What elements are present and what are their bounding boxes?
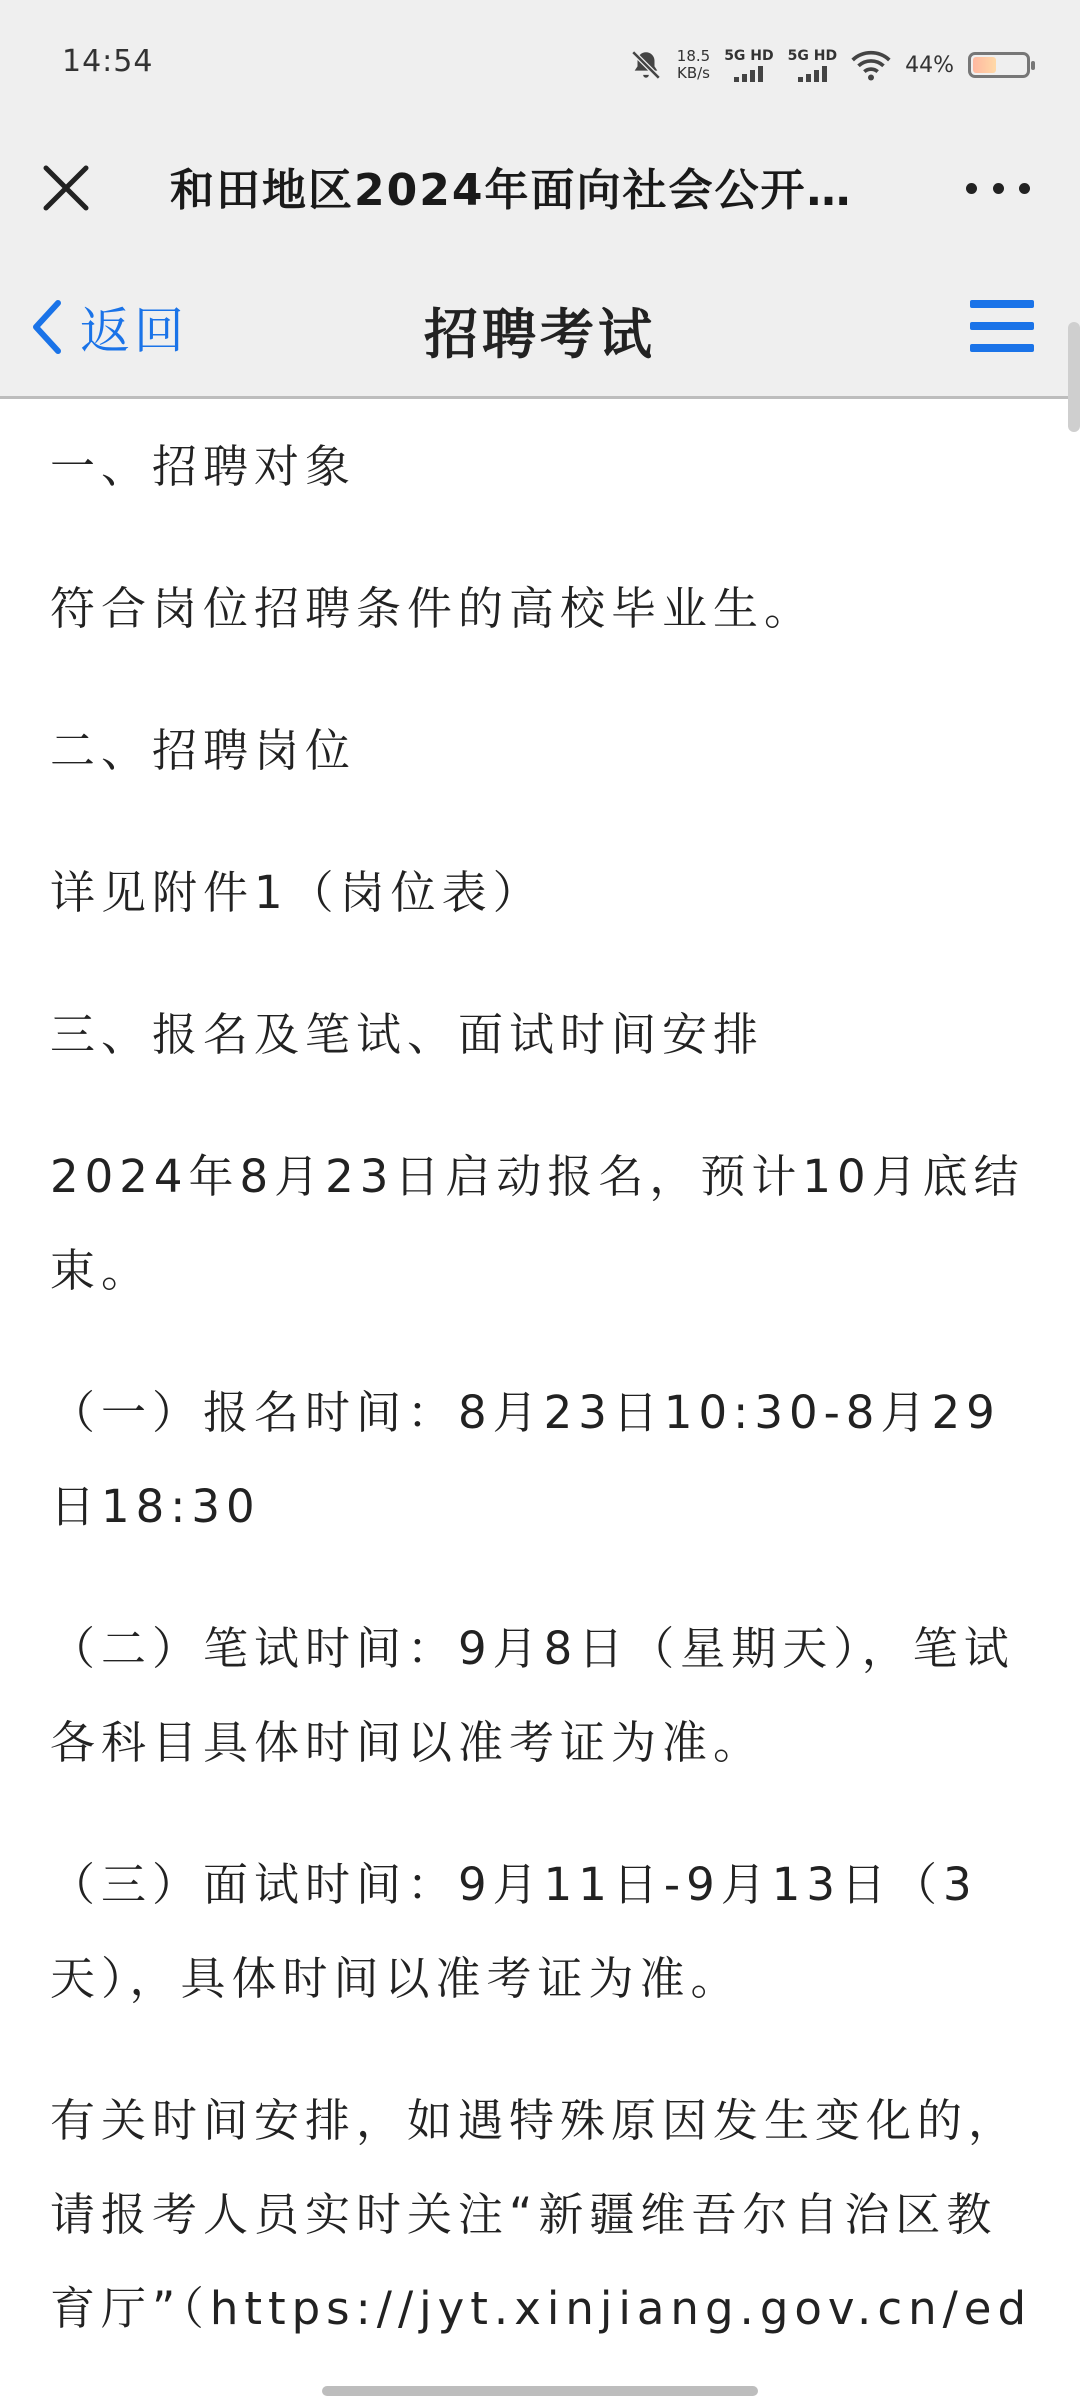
battery-level-fill bbox=[973, 57, 996, 73]
paragraph: 符合岗位招聘条件的高校毕业生。 bbox=[50, 582, 816, 635]
status-time: 14:54 bbox=[62, 44, 154, 79]
menu-line-icon bbox=[970, 300, 1034, 308]
section-heading: 二、招聘岗位 bbox=[50, 724, 357, 777]
nav-bar bbox=[0, 252, 1080, 399]
net-speed-value: 18.5 bbox=[676, 47, 711, 65]
section-title: 招聘考试 bbox=[424, 303, 656, 366]
net-speed-unit: KB/s bbox=[676, 64, 710, 82]
paragraph: （一）报名时间：8月23日10:30-8月29日18:30 bbox=[50, 1386, 1001, 1533]
home-indicator[interactable] bbox=[322, 2386, 758, 2396]
menu-line-icon bbox=[970, 344, 1034, 352]
sim1-signal-icon bbox=[724, 49, 773, 82]
back-label: 返回 bbox=[80, 302, 188, 360]
wifi-icon bbox=[851, 48, 891, 82]
sim1-label: 5G HD bbox=[724, 47, 774, 64]
menu-button[interactable] bbox=[970, 300, 1034, 352]
scrollbar-thumb[interactable] bbox=[1068, 322, 1080, 432]
paragraph: （二）笔试时间：9月8日（星期天），笔试各科目具体时间以准考证为准。 bbox=[50, 1622, 1015, 1769]
article-content bbox=[50, 396, 1035, 2356]
paragraph: （三）面试时间：9月11日-9月13日（3天），具体时间以准考证为准。 bbox=[50, 1858, 978, 2005]
paragraph: 详见附件1（岗位表） bbox=[50, 866, 544, 919]
section-heading: 三、报名及笔试、面试时间安排 bbox=[50, 1008, 765, 1061]
status-bar bbox=[0, 0, 1080, 128]
more-dot-icon bbox=[993, 183, 1004, 194]
paragraph: 有关时间安排，如遇特殊原因发生变化的，请报考人员实时关注“新疆维吾尔自治区教育厅”（https://jyt.xinjiang.gov.cn/ed bbox=[50, 2094, 1033, 2335]
net-speed bbox=[677, 48, 710, 82]
more-dot-icon bbox=[966, 183, 977, 194]
more-dot-icon bbox=[1019, 183, 1030, 194]
more-options-button[interactable] bbox=[966, 168, 1030, 208]
section-heading: 一、招聘对象 bbox=[50, 440, 357, 493]
status-icons bbox=[629, 40, 1030, 90]
page-title: 和田地区2024年面向社会公开… bbox=[170, 165, 853, 216]
paragraph: 2024年8月23日启动报名，预计10月底结束。 bbox=[50, 1150, 1025, 1297]
close-button[interactable] bbox=[36, 158, 96, 218]
menu-line-icon bbox=[970, 322, 1034, 330]
battery-percent: 44% bbox=[905, 52, 954, 78]
close-icon bbox=[36, 158, 96, 218]
app-bar bbox=[0, 128, 1080, 253]
mute-bell-icon bbox=[629, 48, 663, 82]
sim2-signal-icon bbox=[788, 49, 837, 82]
sim2-label: 5G HD bbox=[787, 47, 838, 64]
battery-icon bbox=[968, 52, 1030, 78]
